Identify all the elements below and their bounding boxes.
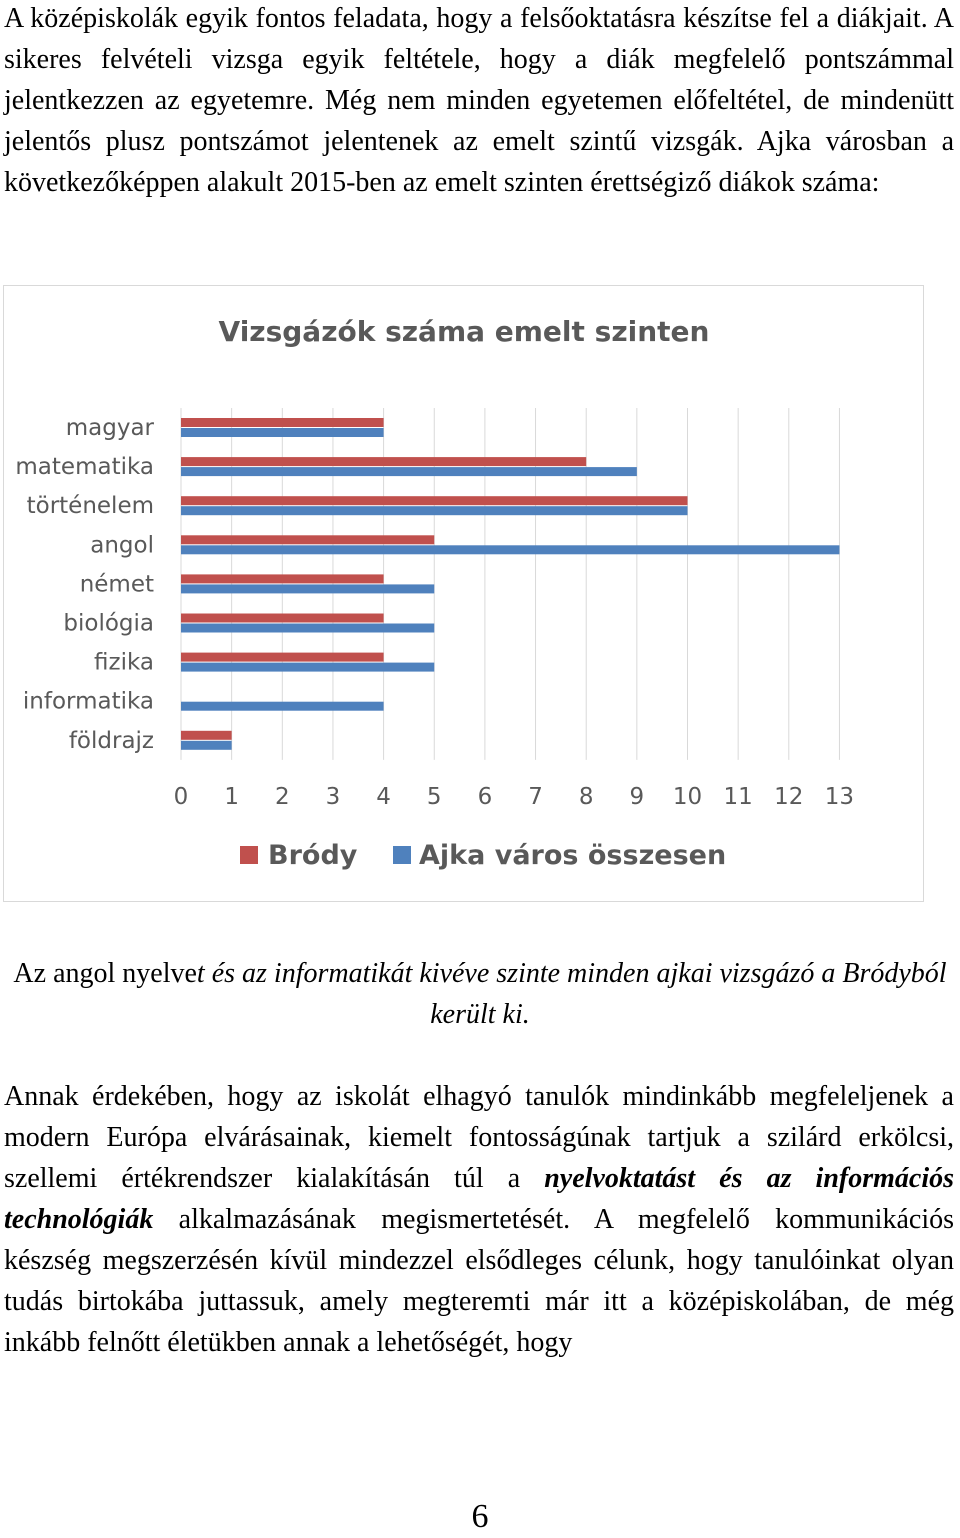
category-label: fizika <box>94 649 154 676</box>
bar-ajka <box>181 428 384 437</box>
category-label: biológia <box>63 610 154 637</box>
x-tick-label: 5 <box>426 784 442 810</box>
category-label: angol <box>90 532 154 559</box>
legend-label: Bródy <box>268 840 358 871</box>
chart-svg <box>4 286 925 903</box>
bar-brody <box>181 731 232 740</box>
bar-ajka <box>181 624 434 633</box>
bar-brody <box>181 457 586 466</box>
x-tick-label: 10 <box>672 784 703 810</box>
chart-title: Vizsgázók száma emelt szinten <box>218 315 710 348</box>
x-tick-label: 0 <box>173 784 189 810</box>
x-tick-label: 11 <box>723 784 753 810</box>
x-tick-label: 8 <box>578 784 594 810</box>
x-tick-label: 13 <box>824 784 855 810</box>
legend-swatch <box>393 846 411 864</box>
category-label: matematika <box>15 454 154 481</box>
category-label: német <box>79 571 154 598</box>
legend-swatch <box>240 846 258 864</box>
x-tick-label: 2 <box>274 784 290 810</box>
category-label: földrajz <box>68 727 154 754</box>
category-label: történelem <box>26 493 154 520</box>
body-emphasis: nyelvoktatást és az információs technológiák <box>4 1163 955 1235</box>
category-label: magyar <box>65 415 154 441</box>
x-tick-label: 1 <box>224 784 239 810</box>
x-tick-label: 6 <box>477 784 493 810</box>
bar-ajka <box>181 702 384 711</box>
bar-ajka <box>181 741 232 750</box>
bar-brody <box>181 418 384 427</box>
x-tick-label: 12 <box>774 784 804 810</box>
body-text-before: Annak érdekében, hogy az iskolát elhagyó tanulók mindinkább megfeleljenek a modern Európa elvárásainak, kiemelt fontosságúnak tartjuk a szilárd erkölcsi, szellemi értékrendszer kialakításán túl a <box>4 1081 954 1194</box>
bar-brody <box>181 535 434 544</box>
caption-part1: Az angol nyelve <box>13 958 197 989</box>
x-tick-label: 3 <box>325 784 341 810</box>
bar-ajka <box>181 545 839 554</box>
category-label: informatika <box>22 688 154 715</box>
caption-part2: t és az informatikát kivéve szinte minden ajkai vizsgázó a Bródyból került ki. <box>196 958 947 1030</box>
x-tick-label: 9 <box>629 784 645 810</box>
page-number: 6 <box>471 1498 489 1535</box>
bar-brody <box>181 614 384 623</box>
bar-brody <box>181 574 384 583</box>
bar-brody <box>181 496 688 505</box>
chart-caption <box>0 953 960 1035</box>
bar-brody <box>181 653 384 662</box>
body-paragraph <box>4 1076 954 1363</box>
x-tick-label: 4 <box>376 784 391 810</box>
intro-paragraph: A középiskolák egyik fontos feladata, hogy a felsőoktatásra készítse fel a diákjait. A sikeres felvételi vizsga egyik feltétele, hogy a diák megfelelő pontszámmal jelentkezzen az egyetemre. Még nem minden egyetemen előfeltétel, de mindenütt jelentős plusz pontszámot jelentenek az emelt szintű vizsgák. Ajka városban a következőképpen alakult 2015-ben az emelt szinten érettségiző diákok száma: <box>4 3 954 198</box>
legend-label: Ajka város összesen <box>419 840 727 871</box>
x-tick-label: 7 <box>528 784 543 810</box>
bar-ajka <box>181 506 688 515</box>
bar-ajka <box>181 467 637 476</box>
bar-ajka <box>181 584 434 593</box>
body-text-after: alkalmazásának megismertetését. A megfelelő kommunikációs készség megszerzésén kívül mindezzel elsődleges célunk, hogy tanulóinkat olyan tudás birtokába juttassuk, amely megteremti már itt a középiskolában, de még inkább felnőtt életükben annak a lehetőségét, hogy <box>4 1204 954 1358</box>
bar-chart <box>3 285 924 902</box>
bar-ajka <box>181 663 434 672</box>
